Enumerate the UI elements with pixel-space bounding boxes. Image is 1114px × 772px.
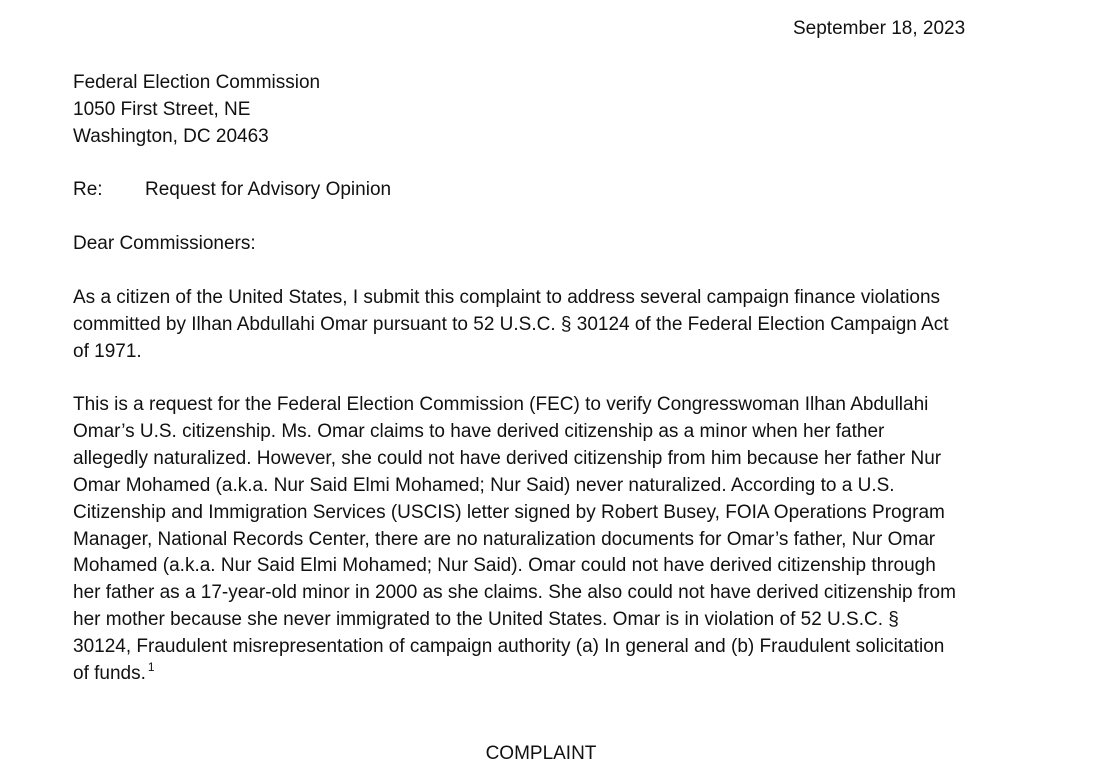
paragraph-line: Omar Mohamed (a.k.a. Nur Said Elmi Mohamed; Nur Said) never naturalized. According to a U.S. xyxy=(73,474,895,496)
paragraph-line: Mohamed (a.k.a. Nur Said Elmi Mohamed; Nur Said). Omar could not have derived citizenship through xyxy=(73,555,936,577)
re-label: Re: xyxy=(73,179,103,200)
letter-date: September 18, 2023 xyxy=(793,18,966,39)
paragraph-line: her father as a 17-year-old minor in 2000 as she claims. She also could not have derived citizenship from xyxy=(73,582,956,604)
paragraph-line: Omar’s U.S. citizenship. Ms. Omar claims to have derived citizenship as a minor when her father xyxy=(73,420,885,442)
paragraph-line: Manager, National Records Center, there are no naturalization documents for Omar’s father, Nur Omar xyxy=(73,528,936,550)
paragraph-line: her mother because she never immigrated to the United States. Omar is in violation of 52 U.S.C. § xyxy=(73,609,899,631)
re-line xyxy=(73,177,392,204)
section-heading-complaint: COMPLAINT xyxy=(485,743,597,764)
paragraph-line-last xyxy=(73,661,1033,688)
salutation: Dear Commissioners: xyxy=(73,233,256,254)
paragraph-intro xyxy=(73,285,1033,366)
paragraph-line: 30124, Fraudulent misrepresentation of campaign authority (a) In general and (b) Fraudulent solicitation xyxy=(73,636,945,658)
paragraph-line: This is a request for the Federal Election Commission (FEC) to verify Congresswoman Ilhan Abdullahi xyxy=(73,394,929,415)
paragraph-line: of 1971. xyxy=(73,340,142,362)
recipient-street: 1050 First Street, NE xyxy=(73,98,251,120)
paragraph-line: allegedly naturalized. However, she could not have derived citizenship from him because her father Nur xyxy=(73,447,942,469)
recipient-city: Washington, DC 20463 xyxy=(73,125,269,147)
paragraph-line: committed by Ilhan Abdullahi Omar pursuant to 52 U.S.C. § 30124 of the Federal Election Campaign Act xyxy=(73,313,949,335)
paragraph-line-text: of funds. xyxy=(73,663,146,685)
paragraph-line: As a citizen of the United States, I submit this complaint to address several campaign finance violations xyxy=(73,287,941,308)
paragraph-request xyxy=(73,392,1033,688)
paragraph-line: Citizenship and Immigration Services (USCIS) letter signed by Robert Busey, FOIA Operations Program xyxy=(73,501,945,523)
recipient-address xyxy=(73,70,320,151)
footnote-marker[interactable]: 1 xyxy=(147,660,155,675)
recipient-name: Federal Election Commission xyxy=(73,72,321,93)
re-subject: Request for Advisory Opinion xyxy=(145,179,392,200)
